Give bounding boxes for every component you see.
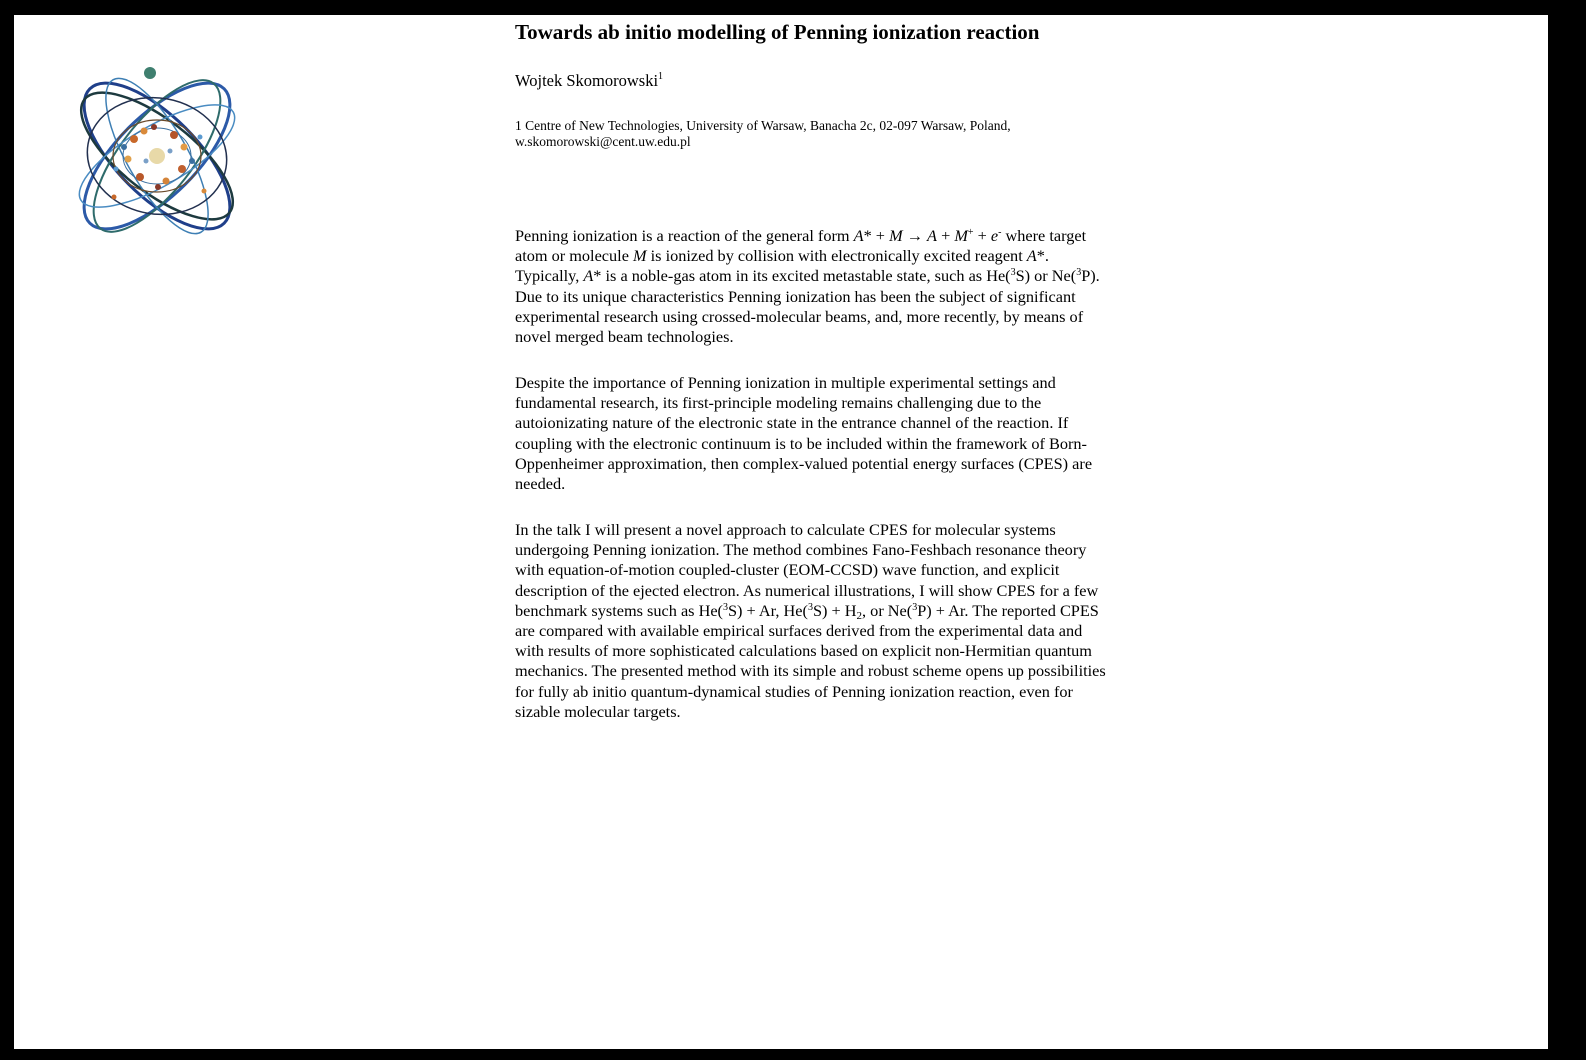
affiliation-line: 1 Centre of New Technologies, University of Warsaw, Banacha 2c, 02-097 Warsaw, Poland, <box>515 118 1011 133</box>
atom-orbits-icon <box>54 51 260 261</box>
author-affiliation-marker: 1 <box>658 71 664 82</box>
document-page <box>14 15 1548 1049</box>
author-line <box>515 71 663 91</box>
author-email: w.skomorowski@cent.uw.edu.pl <box>515 134 691 149</box>
paragraph-2: Despite the importance of Penning ionization in multiple experimental settings and fundamental research, its first-principle modeling remains challenging due to the autoionizating nature of the electronic state in the entrance channel of the reaction. If coupling with the electronic continuum is to be included within the framework of Born-Oppenheimer approximation, then complex-valued potential energy surfaces (CPES) are needed. <box>515 373 1093 494</box>
affiliation-block <box>515 118 1115 150</box>
paragraph-3: In the talk I will present a novel approach to calculate CPES for molecular systems undergoing Penning ionization. The method combines Fano-Feshbach resonance theory with equation-of-motion coupled-cluster (EOM-CCSD) wave function, and explicit description of the ejected electron. As numerical illustrations, I will show CPES for a few benchmark systems such as He($^3$S) + Ar, $He(^3S) + H_2$, or Ne($^3$P) + Ar. The reported CPES are compared with available empirical surfaces derived from the experimental data and with results of more sophisticated calculations based on explicit non-Hermitian quantum mechanics. The presented method with its simple and robust scheme opens up possibilities for fully ab initio quantum-dynamical studies of Penning ionization reaction, even for sizable molecular targets. <box>515 520 1106 721</box>
paragraph-1: Penning ionization is a reaction of the general form A* + M → A + M+ + e- where target atom or molecule M is ionized by collision with electronically excited reagent A*. Typically, A* is a noble-gas atom in its excited metastable state, such as He($^3$S) or Ne($^3$P). Due to its unique characteristics Penning ionization has been the subject of significant experimental research using crossed-molecular beams, and, more recently, by means of novel merged beam technologies. <box>515 226 1100 347</box>
document-title: Towards ab initio modelling of Penning ionization reaction <box>515 20 1040 44</box>
author-name: Wojtek Skomorowski <box>515 71 659 90</box>
